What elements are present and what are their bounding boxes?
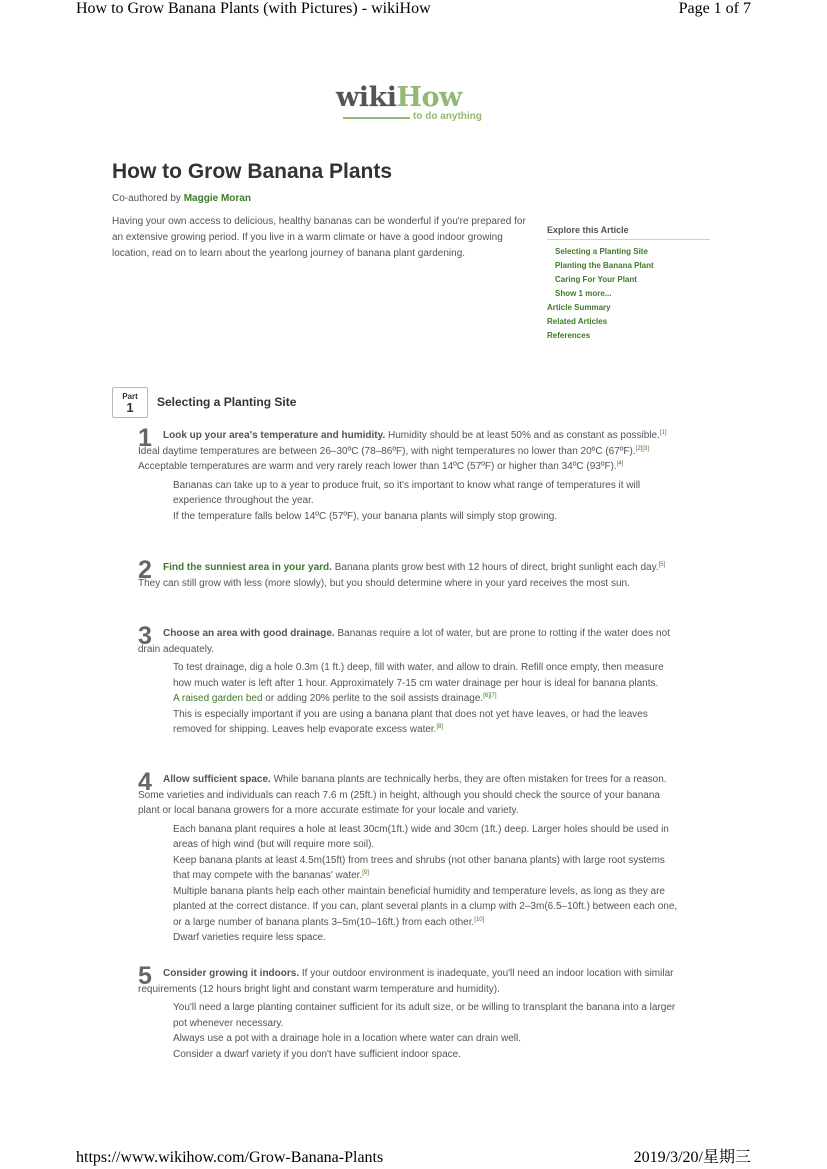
step-bullet: Consider a dwarf variety if you don't have sufficient indoor space. bbox=[173, 1048, 461, 1060]
logo-wiki-text: wiki bbox=[336, 82, 397, 113]
toc-item-references[interactable]: References bbox=[547, 331, 591, 340]
step-number: 3 bbox=[138, 622, 152, 650]
part-title: Selecting a Planting Site bbox=[157, 395, 297, 409]
toc-item-show-more[interactable]: Show 1 more... bbox=[555, 289, 612, 298]
step-lead: Look up your area's temperature and humidity. bbox=[163, 430, 386, 441]
print-url: https://www.wikihow.com/Grow-Banana-Plants bbox=[76, 1149, 384, 1166]
step-5 bbox=[138, 962, 678, 1062]
reference-link[interactable]: [6][7] bbox=[483, 693, 497, 699]
step-lead: Choose an area with good drainage. bbox=[163, 628, 335, 639]
step-lead-link[interactable]: Find the sunniest area in your yard. bbox=[163, 562, 332, 573]
part-badge bbox=[112, 387, 148, 418]
step-bullet: Always use a pot with a drainage hole in a location where water can drain well. bbox=[173, 1033, 521, 1044]
step-4 bbox=[138, 768, 678, 946]
explore-article-toc bbox=[547, 225, 710, 343]
step-bullet: Each banana plant requires a hole at least 30cm(1ft.) wide and 30cm (1ft.) deep. Larger holes should be used in areas of high wind (but will require more soil). bbox=[173, 823, 669, 850]
article-intro: Having your own access to delicious, healthy bananas can be wonderful if you're prepared for an extensive growing period. If you live in a warm climate or have a good indoor growing location, read on to learn about the yearlong journey of banana plant gardening. bbox=[112, 216, 526, 259]
logo-tagline: to do anything bbox=[413, 111, 482, 122]
step-text: or adding 20% perlite to the soil assists drainage. bbox=[262, 693, 484, 704]
step-body bbox=[138, 428, 678, 475]
step-text: Keep banana plants at least 4.5m(15ft) from trees and shrubs (not other banana plants) with large root systems that may compete with the bananas' water. bbox=[173, 854, 665, 881]
step-text: This is especially important if you are using a banana plant that does not yet have leaves, or had the leaves removed for shipping. Leaves help evaporate excess water. bbox=[173, 708, 648, 735]
reference-link[interactable]: [10] bbox=[474, 916, 485, 923]
step-lead: Consider growing it indoors. bbox=[163, 968, 300, 979]
reference-link[interactable]: [8] bbox=[436, 724, 444, 730]
step-bullet: Bananas can take up to a year to produce fruit, so it's important to know what range of temperatures it will experience throughout the year. bbox=[173, 479, 641, 506]
step-bullet bbox=[173, 853, 678, 884]
toc-item-planting[interactable]: Planting the Banana Plant bbox=[555, 261, 654, 270]
toc-list bbox=[547, 245, 710, 343]
reference-link[interactable]: [9] bbox=[362, 870, 369, 876]
step-number: 4 bbox=[138, 768, 152, 796]
toc-title: Explore this Article bbox=[547, 225, 710, 240]
raised-garden-bed-link[interactable]: A raised garden bed bbox=[173, 693, 263, 704]
step-text: They can still grow with less (more slowly), but you should determine where in your yard receives the most sun. bbox=[138, 577, 630, 589]
step-2 bbox=[138, 556, 678, 591]
toc-item-selecting-site[interactable]: Selecting a Planting Site bbox=[555, 247, 648, 256]
step-text: Bananas require a lot of water, but are prone to rotting if the water does not drain adequately. bbox=[138, 628, 670, 655]
reference-link[interactable]: [4] bbox=[616, 461, 624, 467]
byline bbox=[112, 193, 251, 204]
step-body bbox=[138, 772, 678, 819]
article-title: How to Grow Banana Plants bbox=[112, 160, 393, 183]
step-bullets bbox=[173, 660, 678, 738]
logo-underline bbox=[343, 117, 410, 119]
part-label: Part bbox=[122, 392, 138, 401]
step-text: Banana plants grow best with 12 hours of direct, bright sunlight each day. bbox=[331, 562, 659, 573]
logo-how-text: How bbox=[396, 82, 462, 113]
print-page-number: Page 1 of 7 bbox=[678, 0, 751, 17]
step-body bbox=[138, 966, 678, 997]
step-bullets bbox=[173, 822, 678, 946]
reference-link[interactable]: [5] bbox=[658, 562, 666, 568]
toc-item-caring[interactable]: Caring For Your Plant bbox=[555, 275, 637, 284]
step-bullet bbox=[173, 884, 678, 931]
step-text: While banana plants are technically herbs, they are often mistaken for trees for a reason. Some varieties and individuals can reach 7.6 m (25ft.) in height, although you should check the source of your banana plant or local banana growers for a more accurate estimate for your locale and variety. bbox=[138, 774, 667, 816]
step-bullet: You'll need a large planting container sufficient for its adult size, or be willing to transplant the banana into a larger pot whenever necessary. bbox=[173, 1002, 676, 1029]
author-link[interactable]: Maggie Moran bbox=[183, 193, 251, 204]
step-1 bbox=[138, 424, 678, 524]
print-header-title: How to Grow Banana Plants (with Pictures) - wikiHow bbox=[76, 0, 431, 17]
step-number: 1 bbox=[138, 424, 152, 452]
step-bullets bbox=[173, 478, 678, 525]
step-bullet bbox=[173, 691, 678, 707]
print-date: 2019/3/20/星期三 bbox=[633, 1149, 751, 1166]
step-body bbox=[138, 560, 678, 591]
step-text: Humidity should be at least 50% and as constant as possible. bbox=[385, 430, 660, 441]
reference-link[interactable]: [2][3] bbox=[635, 445, 649, 452]
step-number: 2 bbox=[138, 556, 152, 584]
wikihow-logo[interactable] bbox=[336, 82, 496, 126]
step-bullet: If the temperature falls below 14ºC (57ºF), your banana plants will simply stop growing. bbox=[173, 510, 558, 522]
reference-link[interactable]: [1] bbox=[659, 430, 667, 436]
step-bullet: Dwarf varieties require less space. bbox=[173, 932, 326, 943]
toc-item-summary[interactable]: Article Summary bbox=[547, 303, 611, 312]
print-footer bbox=[76, 1147, 751, 1169]
step-text: Multiple banana plants help each other maintain beneficial humidity and temperature levels, as long as they are planted at the correct distance. If you can, plant several plants in a clump with 2–3m(6.5–10ft.) between each one, or a large number of banana plants 3–5m(10–16ft.) from each other. bbox=[173, 885, 678, 928]
step-bullets bbox=[173, 1000, 678, 1062]
step-bullet: To test drainage, dig a hole 0.3m (1 ft.) deep, fill with water, and allow to drain. Refill once empty, then measure how much water is left after 1 hour. Approximately 7-15 cm water drainage per hour is ideal for banana plants. bbox=[173, 662, 664, 689]
step-number: 5 bbox=[138, 962, 152, 990]
step-3 bbox=[138, 622, 678, 738]
byline-prefix: Co-authored by bbox=[112, 193, 184, 204]
step-text: Ideal daytime temperatures are between 26–30ºC (78–86ºF), with night temperatures no lower than 20ºC (67ºF). bbox=[138, 445, 636, 457]
step-lead: Allow sufficient space. bbox=[163, 774, 271, 785]
part-number: 1 bbox=[126, 400, 134, 415]
print-header bbox=[76, 0, 751, 22]
step-text: Acceptable temperatures are warm and very rarely reach lower than 14ºC (57ºF) or higher than 34ºC (93ºF). bbox=[138, 461, 617, 472]
step-body bbox=[138, 626, 678, 657]
step-text: If your outdoor environment is inadequate, you'll need an indoor location with similar requirements (12 hours bright light and constant warm temperature and humidity). bbox=[138, 968, 674, 995]
step-bullet bbox=[173, 707, 678, 738]
toc-item-related[interactable]: Related Articles bbox=[547, 317, 608, 326]
